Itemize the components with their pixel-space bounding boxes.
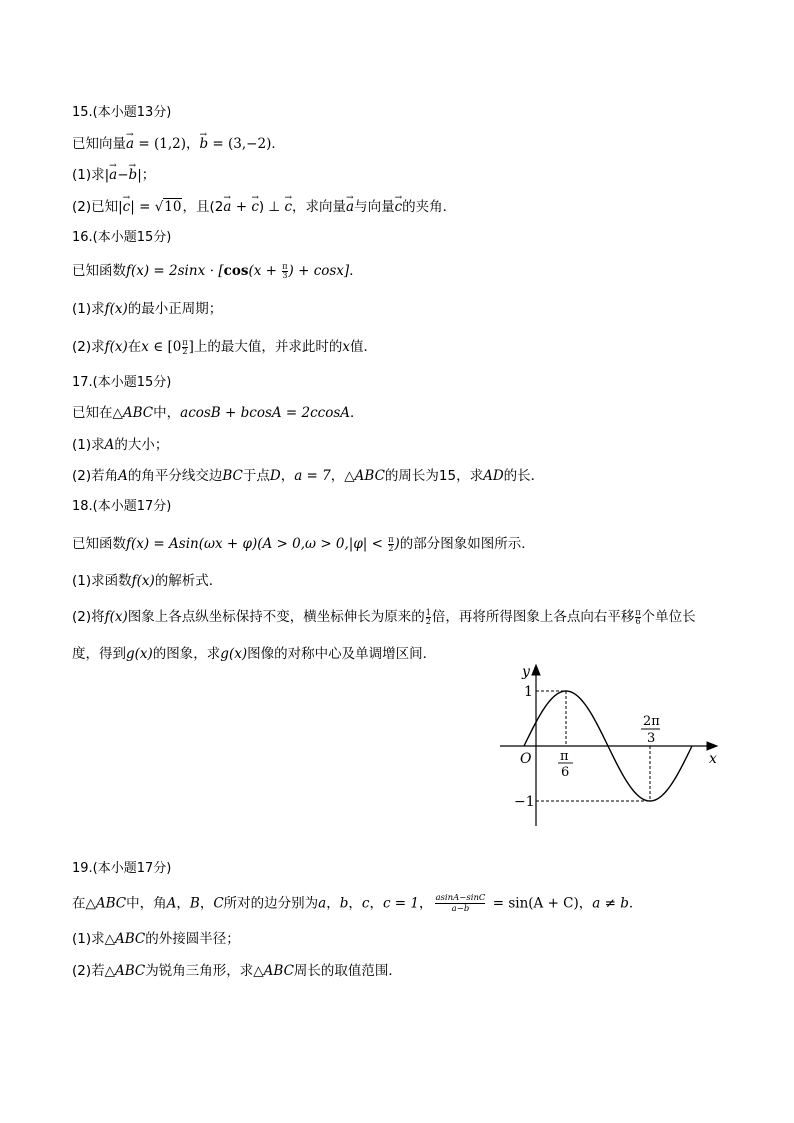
var-x: x: [141, 339, 149, 355]
num: π: [635, 607, 641, 617]
text: (2)将: [72, 609, 105, 625]
triangle: △ABC: [344, 468, 385, 484]
var: A: [166, 895, 177, 912]
label-pi-num: π: [560, 749, 569, 764]
vector-c: → c: [251, 198, 259, 216]
frac-pi-2: [182, 339, 187, 356]
q17-part2: [72, 467, 544, 485]
label-2pi-den: 3: [647, 731, 656, 746]
formula: f(x): [104, 301, 128, 317]
text: (1)求: [72, 301, 105, 317]
text: (2)若: [72, 963, 105, 979]
text: ．: [349, 263, 363, 279]
num: asinA−sinC: [435, 893, 486, 903]
text: ，: [280, 468, 295, 484]
den: 3: [282, 270, 288, 280]
frac-pi-2: [388, 536, 393, 553]
q15-header: 15.(本小题13分): [72, 105, 172, 120]
q17-part1: [72, 436, 168, 454]
var: D: [269, 468, 281, 484]
label-pi-den: 6: [561, 765, 570, 780]
vector-b: → b: [129, 166, 138, 184]
radicand: 10: [164, 199, 182, 215]
q19-part1: [72, 930, 240, 948]
var: a: [318, 895, 327, 912]
text: 度，得到: [72, 646, 126, 662]
den: 6: [635, 616, 641, 626]
comma: ，: [578, 895, 593, 912]
text: 的最小正周期；: [127, 301, 223, 317]
num: π: [282, 261, 288, 271]
text: 已知向量: [72, 136, 126, 152]
q18-part2-cont: [72, 645, 436, 663]
text: 的图象，求: [152, 646, 221, 662]
var: A: [104, 437, 115, 453]
q18-stem: [72, 535, 535, 553]
q15-part1: [72, 166, 155, 184]
var: BC: [222, 468, 243, 484]
formula: f(x): [104, 339, 128, 355]
var: b: [339, 895, 349, 912]
vector-c: → c: [284, 198, 292, 216]
var: A: [118, 468, 128, 484]
sqrt-ten: √10: [154, 199, 182, 215]
vector-b: → b: [199, 135, 208, 153]
text: 的外接圆半径；: [145, 931, 240, 947]
frac-one-half: [426, 609, 431, 626]
plus: +: [231, 199, 252, 215]
frac-pi-3: [282, 263, 287, 280]
text: (1)求函数: [72, 573, 132, 589]
triangle: △ABC: [253, 963, 294, 979]
comma: ，: [176, 895, 190, 912]
text: ．: [350, 405, 364, 421]
formula: a ≠ b: [592, 895, 629, 912]
den: a−b: [435, 903, 485, 914]
num: π: [182, 337, 188, 347]
text: 所对的边分别为: [223, 895, 319, 912]
text: 的夹角．: [402, 199, 457, 215]
text: (1)求|: [72, 167, 110, 183]
minus: −: [117, 167, 129, 183]
comma: ，: [326, 895, 340, 912]
den: 2: [388, 543, 394, 553]
var: B: [189, 895, 200, 912]
formula: f(x) = 2sinx ⋅ [: [126, 263, 224, 279]
text: 的周长为15，求: [384, 468, 484, 484]
q18-part2: [72, 608, 696, 626]
q16-stem: [72, 262, 363, 280]
text: 中，: [153, 405, 181, 421]
text: ，且(2: [182, 199, 224, 215]
text: ．: [628, 895, 643, 912]
text: 的解析式．: [154, 573, 223, 589]
formula: g(x): [220, 646, 248, 662]
vector-c: → c: [395, 198, 403, 216]
triangle: △ABC: [104, 931, 146, 947]
var: AD: [483, 468, 504, 484]
var: C: [213, 895, 224, 912]
formula: ∈ [0: [148, 339, 182, 355]
q18-header: 18.(本小题17分): [72, 499, 172, 514]
den: 2: [425, 616, 431, 626]
num: 1: [425, 607, 431, 617]
q19-header: 19.(本小题17分): [72, 861, 172, 876]
text: 的角平分线交边: [127, 468, 223, 484]
text: 与向量: [354, 199, 395, 215]
text: ，求向量: [292, 199, 347, 215]
q16-part2: [72, 338, 377, 356]
text: 的长．: [503, 468, 545, 484]
text: 中，角: [126, 895, 167, 912]
text: 个单位长: [641, 609, 696, 625]
formula: f(x): [104, 609, 128, 625]
q19-stem: [72, 893, 642, 914]
text: |；: [137, 167, 156, 183]
formula: c = 1: [382, 895, 419, 912]
comma: ，: [418, 895, 433, 912]
text: (1)求: [72, 931, 105, 947]
q16-part1: [72, 300, 222, 318]
formula: ) + cosx]: [288, 263, 350, 279]
num: π: [388, 534, 394, 544]
text: 于点: [242, 468, 270, 484]
b-value: = (3,−2)．: [208, 136, 285, 152]
label-one: 1: [524, 684, 533, 700]
label-x: x: [709, 751, 717, 767]
text: 在: [72, 895, 86, 912]
formula: = sin(A + C): [488, 895, 579, 912]
paren: ): [394, 536, 400, 552]
a-value: = (1,2)，: [134, 136, 200, 152]
formula: (x +: [248, 263, 282, 279]
var-x: x: [342, 339, 351, 355]
text: 上的最大值，并求此时的: [193, 339, 343, 355]
cos: cos: [223, 263, 249, 279]
var: c: [361, 895, 370, 912]
triangle: △ABC: [112, 405, 154, 421]
frac-sine-ratio: [435, 893, 485, 914]
text: 值．: [350, 339, 378, 355]
vector-a: → a: [126, 135, 134, 153]
text: 已知在: [72, 405, 113, 421]
text: 图像的对称中心及单调增区间．: [247, 646, 437, 662]
vector-a: → a: [346, 198, 354, 216]
label-y: y: [522, 664, 530, 680]
q17-header: 17.(本小题15分): [72, 375, 172, 390]
label-2pi-num: 2π: [643, 714, 660, 729]
text: 倍，再将所得图象上各点向右平移: [431, 609, 635, 625]
text: ，: [330, 468, 345, 484]
q18-part1: [72, 572, 222, 590]
text: (2)若角: [72, 468, 119, 484]
text: 在: [127, 339, 142, 355]
q15-stem: [72, 135, 285, 153]
comma: ，: [369, 895, 383, 912]
text: 周长的取值范围．: [293, 963, 402, 979]
label-neg-one: −1: [514, 794, 535, 810]
q19-part2: [72, 962, 402, 980]
q16-header: 16.(本小题15分): [72, 230, 172, 245]
text: (2)求: [72, 339, 105, 355]
formula: g(x): [126, 646, 153, 662]
bracket: ]: [188, 339, 194, 355]
text: 为锐角三角形，求: [145, 963, 254, 979]
text: 已知函数: [72, 263, 126, 279]
text: 图象上各点纵坐标保持不变，横坐标伸长为原来的: [127, 609, 425, 625]
den: 2: [182, 346, 188, 356]
q17-stem: [72, 404, 364, 422]
text: (1)求: [72, 437, 105, 453]
text: 的大小；: [114, 437, 169, 453]
text: (2)已知|: [72, 199, 123, 215]
vector-c: → c: [123, 198, 131, 216]
q15-part2: [72, 198, 456, 216]
vector-a: → a: [223, 198, 231, 216]
text: 的部分图象如图所示．: [399, 536, 535, 552]
comma: ，: [348, 895, 362, 912]
sine-graph: [492, 660, 732, 830]
triangle: △ABC: [85, 895, 127, 912]
text: ) ⊥: [258, 199, 285, 215]
formula: a = 7: [294, 468, 331, 484]
vector-a: → a: [109, 166, 117, 184]
comma: ，: [199, 895, 214, 912]
label-origin: O: [520, 751, 532, 767]
frac-pi-6: [635, 609, 640, 626]
eq: | =: [130, 199, 155, 215]
formula: f(x): [131, 573, 155, 589]
formula: f(x) = Asin(ωx + φ)(A > 0,ω > 0,|φ| <: [126, 536, 388, 552]
formula: acosB + bcosA = 2ccosA: [180, 405, 351, 421]
text: 已知函数: [72, 536, 126, 552]
triangle: △ABC: [104, 963, 146, 979]
